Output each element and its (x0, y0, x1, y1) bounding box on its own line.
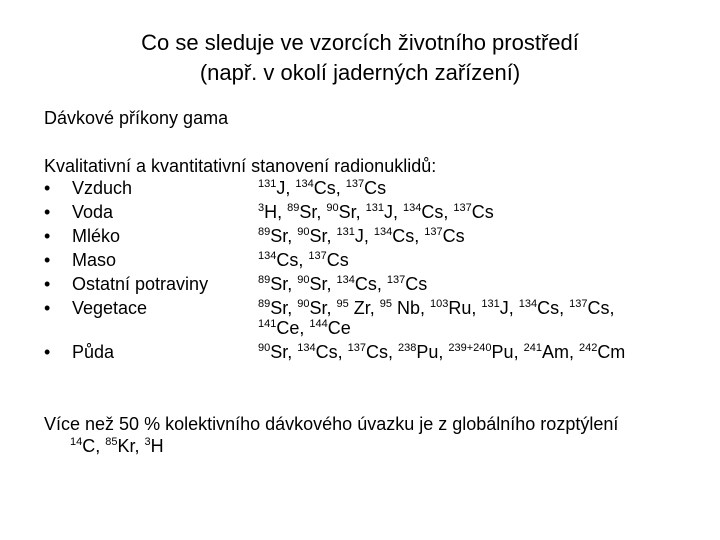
mass-number: 14 (70, 436, 83, 448)
nuclide-list: $^{90}$Sr, $^{134}$Cs, $^{137}$Cs, $^{238}$Pu, $^{239+240}$Pu, $^{241}$Am, $^{242}$Cm (258, 342, 626, 362)
nuclide-list: $^{89}$Sr, $^{90}$Sr, $^{134}$Cs, $^{137}$Cs (258, 274, 428, 294)
sample-label: Půda (72, 342, 115, 362)
mass-number: 131 (258, 178, 277, 190)
nuclide-list: $^{134}$Cs, $^{137}$Cs (258, 250, 349, 270)
sample-item (44, 274, 208, 295)
sample-label: Mléko (72, 226, 121, 246)
bullet: • (44, 342, 51, 362)
footer-text: Více než 50 % kolektivního dávkového úvazku je z globálního rozptýlení (44, 414, 619, 434)
mass-number: 131 (365, 202, 385, 214)
mass-number: 137 (308, 250, 327, 262)
mass-number: 103 (430, 298, 449, 310)
mass-number: 134 (258, 250, 277, 262)
sample-label: Voda (72, 202, 114, 222)
mass-number: 238 (398, 342, 417, 354)
mass-number: 90 (326, 202, 339, 214)
nuclide-list: $^3$H, $^{89}$Sr, $^{90}$Sr, $^{131}$J, $^{134}$Cs, $^{137}$Cs (258, 202, 494, 222)
mass-number: 90 (297, 298, 310, 310)
mass-number: 3 (144, 436, 151, 448)
nuclide-list: $^{131}$J, $^{134}$Cs, $^{137}$Cs (258, 178, 387, 198)
page-title (0, 28, 720, 88)
mass-number: 137 (569, 298, 588, 310)
bullet: • (44, 250, 51, 270)
sample-label: Ostatní potraviny (72, 274, 209, 294)
mass-number: 90 (297, 226, 310, 238)
nuclide-list: $^{89}$Sr, $^{90}$Sr, $^{95}$ Zr, $^{95}$ Nb, $^{103}$Ru, $^{131}$J, $^{134}$Cs, $^{137}$Cs, (258, 298, 615, 318)
title-line-2: (např. v okolí jaderných zařízení) (199, 60, 521, 85)
mass-number: 144 (309, 318, 328, 330)
mass-number: 134 (518, 298, 538, 310)
bullet: • (44, 178, 51, 198)
footer-nuclides: $^{14}$C, $^{85}$Kr, $^3$H (70, 436, 164, 456)
nuclide-list: $^{89}$Sr, $^{90}$Sr, $^{131}$J, $^{134}$Cs, $^{137}$Cs (258, 226, 465, 246)
nuclide-list: $^{141}$Ce, $^{144}$Ce (258, 318, 351, 338)
sample-label: Maso (72, 250, 117, 270)
mass-number: 89 (258, 226, 271, 238)
mass-number: 242 (578, 342, 598, 354)
mass-number: 239+240 (448, 342, 492, 354)
mass-number: 131 (481, 298, 500, 310)
mass-number: 137 (386, 274, 406, 286)
mass-number: 85 (105, 436, 118, 448)
mass-number: 90 (297, 274, 310, 286)
bullet: • (44, 226, 51, 246)
mass-number: 241 (523, 342, 542, 354)
mass-number: 134 (295, 178, 314, 190)
mass-number: 131 (336, 226, 355, 238)
mass-number: 137 (453, 202, 472, 214)
mass-number: 137 (424, 226, 443, 238)
bullet: • (44, 274, 51, 294)
mass-number: 134 (403, 202, 422, 214)
sample-item (44, 298, 147, 319)
mass-number: 134 (373, 226, 393, 238)
title-line-1: Co se sleduje ve vzorcích životního prostředí (141, 30, 579, 55)
bullet: • (44, 202, 51, 222)
sample-item (44, 342, 114, 363)
mass-number: 89 (258, 274, 271, 286)
mass-number: 134 (297, 342, 316, 354)
dose-rate-heading: Dávkové příkony gama (44, 108, 229, 128)
sample-item (44, 202, 113, 223)
mass-number: 89 (287, 202, 300, 214)
sample-label: Vzduch (72, 178, 133, 198)
sample-item (44, 226, 120, 247)
sample-item (44, 250, 116, 271)
mass-number: 95 (336, 298, 349, 310)
sample-label: Vegetace (72, 298, 148, 318)
mass-number: 141 (258, 318, 277, 330)
sample-item (44, 178, 132, 199)
mass-number: 95 (379, 298, 393, 310)
mass-number: 137 (345, 178, 365, 190)
mass-number: 89 (258, 298, 271, 310)
mass-number: 137 (347, 342, 366, 354)
mass-number: 134 (336, 274, 355, 286)
mass-number: 3 (258, 202, 265, 214)
mass-number: 90 (258, 342, 271, 354)
bullet: • (44, 298, 51, 318)
radionuclide-heading: Kvalitativní a kvantitativní stanovení radionuklidů: (44, 156, 437, 176)
